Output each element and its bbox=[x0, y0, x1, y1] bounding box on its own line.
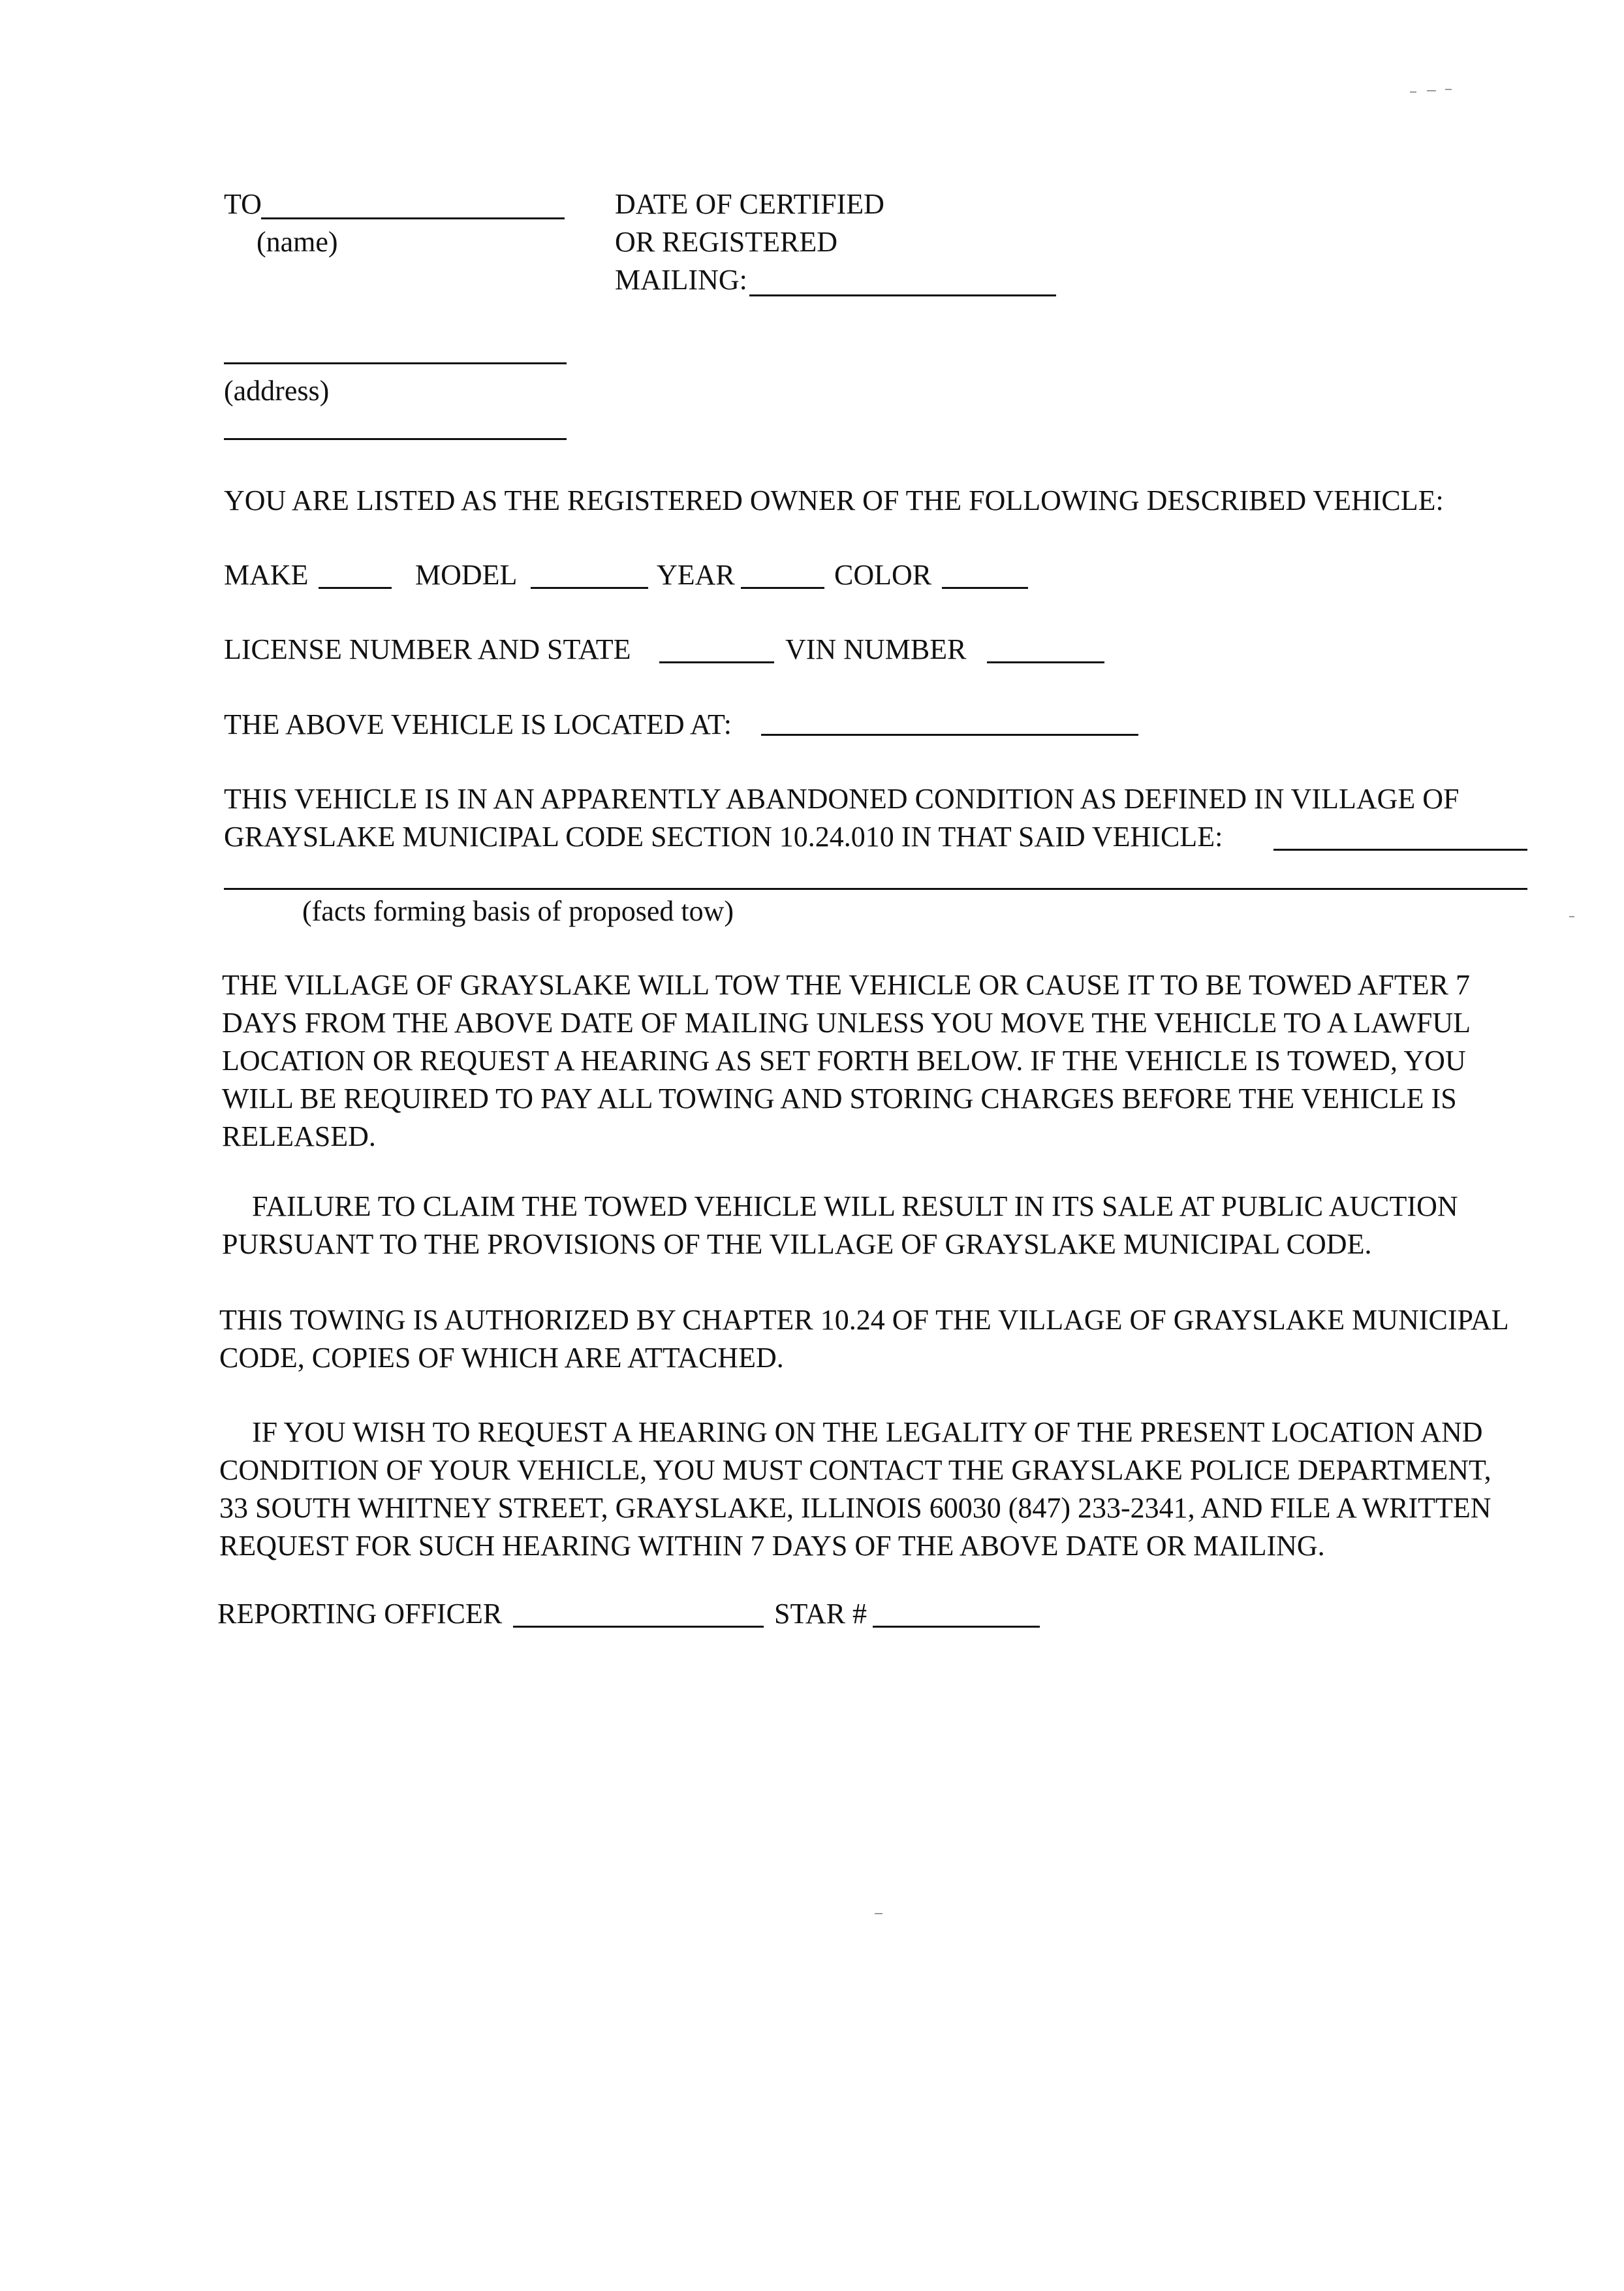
facts-caption: (facts forming basis of proposed tow) bbox=[302, 895, 734, 927]
location-label: THE ABOVE VEHICLE IS LOCATED AT: bbox=[224, 708, 732, 740]
reporting-officer-blank[interactable] bbox=[513, 1626, 764, 1628]
star-label: STAR # bbox=[774, 1598, 867, 1630]
scan-speck bbox=[875, 1913, 882, 1914]
vin-blank[interactable] bbox=[987, 661, 1104, 663]
year-label: YEAR bbox=[657, 559, 735, 591]
to-name-blank[interactable] bbox=[261, 217, 565, 219]
registered-owner-intro: YOU ARE LISTED AS THE REGISTERED OWNER OF THE FOLLOWING DESCRIBED VEHICLE: bbox=[224, 484, 1444, 516]
facts-blank-short[interactable] bbox=[1273, 849, 1527, 851]
tow-notice-paragraph: THE VILLAGE OF GRAYSLAKE WILL TOW THE VEHICLE OR CAUSE IT TO BE TOWED AFTER 7 DAYS FROM THE ABOVE DATE OF MAILING UNLESS YOU MOVE THE VEHICLE TO A LAWFUL LOCATION OR REQUEST A HEARING AS SET FORTH BELOW. IF THE VEHICLE IS TOWED, YOU WILL BE REQUIRED TO PAY ALL TOWING AND STORING CHARGES BEFORE THE VEHICLE IS RELEASED. bbox=[222, 969, 1471, 1152]
address-line-2-blank[interactable] bbox=[224, 438, 567, 440]
color-label: COLOR bbox=[834, 559, 932, 591]
model-label: MODEL bbox=[415, 559, 518, 591]
make-blank[interactable] bbox=[319, 587, 392, 589]
license-label: LICENSE NUMBER AND STATE bbox=[224, 633, 631, 665]
hearing-notice-paragraph: IF YOU WISH TO REQUEST A HEARING ON THE LEGALITY OF THE PRESENT LOCATION AND CONDITION OF YOUR VEHICLE, YOU MUST CONTACT THE GRAYSLAKE POLICE DEPARTMENT, 33 SOUTH WHITNEY STREET, GRAYSLAKE, ILLINOIS 60030 (847) 233-2341, AND FILE A WRITTEN REQUEST FOR SUCH HEARING WITHIN 7 DAYS OF THE ABOVE DATE OR MAILING. bbox=[219, 1416, 1491, 1562]
failure-notice-paragraph: FAILURE TO CLAIM THE TOWED VEHICLE WILL RESULT IN ITS SALE AT PUBLIC AUCTION PURSUANT TO THE PROVISIONS OF THE VILLAGE OF GRAYSLAKE MUNICIPAL CODE. bbox=[222, 1190, 1458, 1260]
authority-notice-paragraph: THIS TOWING IS AUTHORIZED BY CHAPTER 10.24 OF THE VILLAGE OF GRAYSLAKE MUNICIPAL CODE, COPIES OF WHICH ARE ATTACHED. bbox=[219, 1304, 1509, 1374]
model-blank[interactable] bbox=[531, 587, 648, 589]
address-line-1-blank[interactable] bbox=[224, 362, 567, 364]
scan-speck bbox=[1410, 91, 1416, 93]
location-blank[interactable] bbox=[761, 734, 1138, 736]
facts-blank-full[interactable] bbox=[224, 888, 1527, 890]
star-number-blank[interactable] bbox=[873, 1626, 1040, 1628]
vin-label: VIN NUMBER bbox=[785, 633, 967, 665]
address-caption: (address) bbox=[224, 375, 330, 407]
abandoned-line-1: THIS VEHICLE IS IN AN APPARENTLY ABANDONED CONDITION AS DEFINED IN VILLAGE OF bbox=[224, 783, 1460, 815]
mailing-date-blank[interactable] bbox=[749, 294, 1056, 296]
abandoned-line-2: GRAYSLAKE MUNICIPAL CODE SECTION 10.24.010 IN THAT SAID VEHICLE: bbox=[224, 821, 1223, 853]
certified-line-1: DATE OF CERTIFIED bbox=[615, 188, 884, 220]
to-label: TO bbox=[224, 188, 262, 220]
scan-speck bbox=[1569, 916, 1574, 917]
license-blank[interactable] bbox=[659, 661, 774, 663]
certified-line-3: MAILING: bbox=[615, 264, 747, 296]
make-label: MAKE bbox=[224, 559, 309, 591]
scan-speck bbox=[1445, 89, 1452, 90]
certified-line-2: OR REGISTERED bbox=[615, 226, 837, 258]
scan-speck bbox=[1427, 90, 1436, 91]
name-caption: (name) bbox=[257, 226, 338, 258]
color-blank[interactable] bbox=[942, 587, 1028, 589]
reporting-officer-label: REPORTING OFFICER bbox=[217, 1598, 503, 1630]
year-blank[interactable] bbox=[741, 587, 824, 589]
